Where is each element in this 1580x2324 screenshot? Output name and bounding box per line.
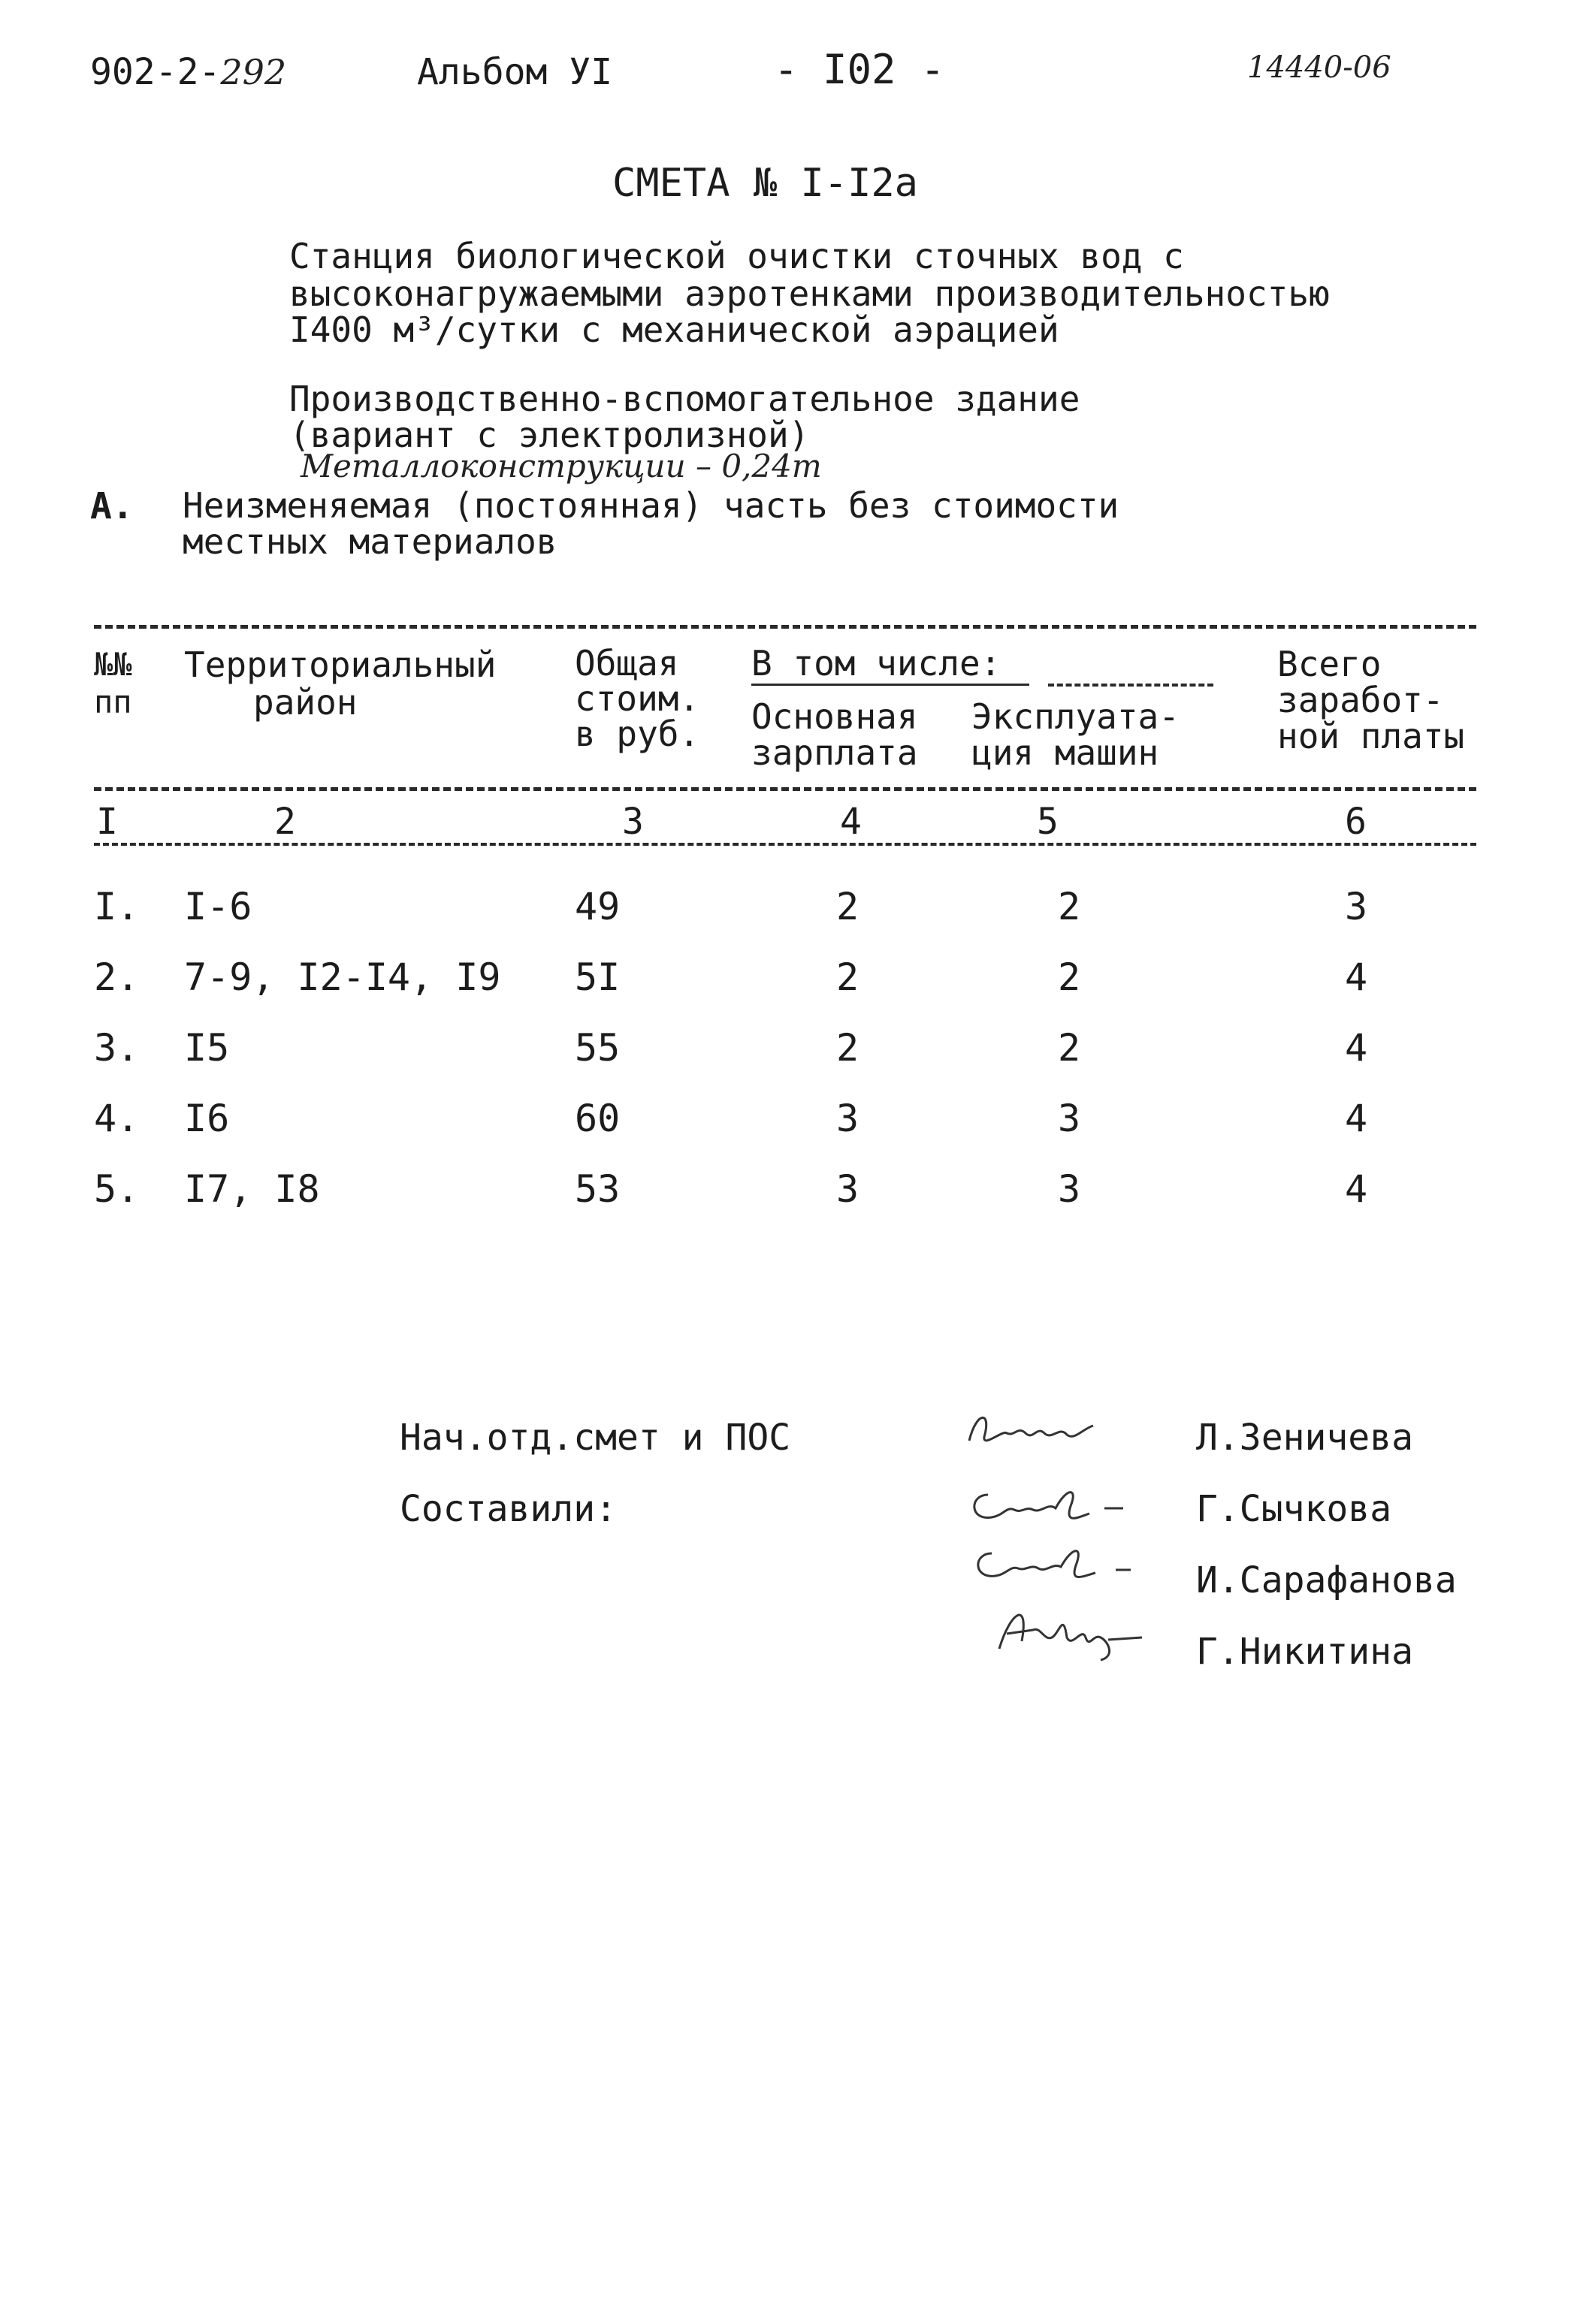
column-number-3: 3 <box>622 801 644 843</box>
row-total: 53 <box>575 1167 621 1211</box>
row-total: 60 <box>575 1097 621 1140</box>
row-total: 55 <box>575 1026 621 1070</box>
doc-code-handwritten: 292 <box>220 52 287 92</box>
signature-name-3: И.Сарафанова <box>1196 1559 1457 1601</box>
row-machines: 2 <box>1058 955 1081 999</box>
row-all-wages: 4 <box>1345 955 1368 999</box>
row-machines: 2 <box>1058 885 1081 928</box>
column-number-6: 6 <box>1345 801 1367 843</box>
section-line-2: местных материалов <box>183 521 557 562</box>
column-number-rule <box>94 843 1476 846</box>
row-region: 7-9, I2-I4, I9 <box>184 955 501 999</box>
row-num: 4. <box>94 1097 140 1140</box>
row-num: 2. <box>94 955 140 999</box>
row-machines: 3 <box>1058 1097 1081 1140</box>
row-total: 49 <box>575 885 621 928</box>
signature-1 <box>962 1403 1112 1456</box>
signature-3 <box>969 1532 1150 1592</box>
handwritten-note: Металлоконструкции – 0,24т <box>301 448 822 484</box>
row-region: I-6 <box>184 885 252 928</box>
doc-code <box>90 51 287 93</box>
row-wages: 2 <box>836 885 859 928</box>
head-of-department-label: Нач.отд.смет и ПОС <box>400 1417 791 1459</box>
signature-name-2: Г.Сычкова <box>1196 1488 1392 1530</box>
header-including-underline <box>751 684 1029 686</box>
page-number: - I02 - <box>774 46 945 93</box>
reference-code: 14440-06 <box>1247 50 1391 85</box>
header-wages: Основная зарплата <box>751 696 918 773</box>
column-number-4: 4 <box>840 801 862 843</box>
header-including-dash <box>1048 684 1213 687</box>
row-num: I. <box>94 885 140 928</box>
building-line-1: Производственно-вспомогательное здание <box>289 379 1080 419</box>
table-row <box>0 1167 1580 1215</box>
row-wages: 2 <box>836 955 859 999</box>
column-number-2: 2 <box>274 801 296 843</box>
table-row <box>0 1097 1580 1145</box>
header-num: №№ пп <box>94 646 132 720</box>
signature-4 <box>988 1596 1153 1664</box>
row-total: 5I <box>575 955 621 999</box>
row-wages: 3 <box>836 1097 859 1140</box>
description-line-2: высоконагружаемыми аэротенками производительностью <box>289 273 1330 314</box>
row-num: 3. <box>94 1026 140 1070</box>
row-wages: 3 <box>836 1167 859 1211</box>
row-region: I7, I8 <box>184 1167 320 1211</box>
doc-code-printed: 902-2- <box>90 51 221 93</box>
column-number-5: 5 <box>1037 801 1059 843</box>
header-all-wages: Всего заработ- ной платы <box>1277 644 1465 756</box>
description-line-1: Станция биологической очистки сточных вод с <box>289 236 1184 276</box>
row-machines: 2 <box>1058 1026 1081 1070</box>
signature-name-4: Г.Никитина <box>1196 1631 1413 1673</box>
table-top-rule <box>94 625 1476 629</box>
signature-name-1: Л.Зеничева <box>1196 1417 1413 1459</box>
description-line-3: I400 м³/сутки с механической аэрацией <box>289 309 1059 350</box>
header-including: В том числе: <box>751 643 1001 684</box>
row-all-wages: 4 <box>1345 1097 1368 1140</box>
compiled-by-label: Составили: <box>400 1488 617 1530</box>
table-row <box>0 1026 1580 1074</box>
album-label: Альбом УI <box>417 51 613 93</box>
column-number-1: I <box>96 801 118 843</box>
row-all-wages: 4 <box>1345 1167 1368 1211</box>
row-num: 5. <box>94 1167 140 1211</box>
table-row <box>0 955 1580 1004</box>
header-machines: Эксплуата- ция машин <box>971 696 1180 773</box>
row-all-wages: 3 <box>1345 885 1368 928</box>
header-total: Общая стоим. в руб. <box>575 643 700 754</box>
section-letter: А. <box>90 485 134 527</box>
section-line-1: Неизменяемая (постоянная) часть без стоимости <box>183 485 1119 526</box>
row-machines: 3 <box>1058 1167 1081 1211</box>
row-region: I6 <box>184 1097 230 1140</box>
table-header-rule <box>94 787 1476 791</box>
row-region: I5 <box>184 1026 230 1070</box>
row-all-wages: 4 <box>1345 1026 1368 1070</box>
header-region: Территориальный район <box>184 644 497 723</box>
estimate-title: СМЕТА № I-I2a <box>612 161 918 206</box>
building-line-2: (вариант с электролизной) <box>289 415 810 455</box>
signature-2 <box>965 1472 1138 1532</box>
table-row <box>0 885 1580 933</box>
row-wages: 2 <box>836 1026 859 1070</box>
